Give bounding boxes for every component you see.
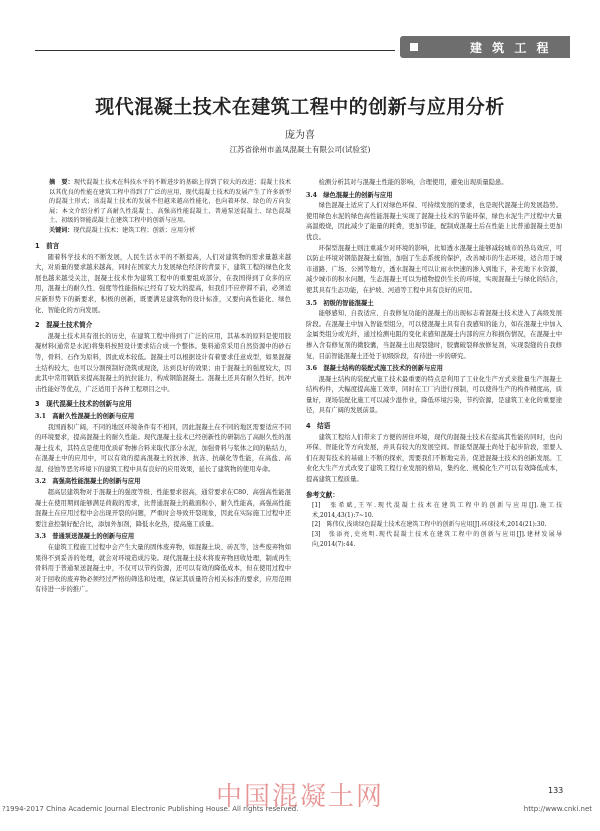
section-heading: 2 混凝土技术简介 xyxy=(35,321,93,330)
left-column xyxy=(35,178,291,596)
author-name: 庞为喜 xyxy=(285,130,315,141)
body-paragraph: 超高层建筑物对于混凝土的强度等级、性能要求很高，通常要求在C80、高强高性能混凝土在使用期间能够满足荷载的需求，比普通混凝土的截面积小，耐久性能高，高强高性能混凝土在应用过程中会出现开裂的问题，严重时会导致开裂现象，因此在实际施工过程中还要注意控制好配合比，添加外加剂，降低水化热，提高施工质量。 xyxy=(35,489,291,528)
page-number: 133 xyxy=(548,786,564,795)
body-paragraph: 随着科学技术的不断发展，人民生活水平的不断提高，人们对建筑物的需求量越来越大，对质量的要求越来越高，同时在国家大力发展绿色经济的背景下，建筑工程的绿色化发展也越来越受关注，混凝土技术作为建筑工程中的重要组成部分，在我国得到了众多的应用，混凝土的耐久性、强度等性能指标已经有了较大的提高，但我们不应停滞不前，必须适应新形势下的新要求，积极的创新，既要满足建筑物的设计标准，又要向高性能化、绿色化、智能化的方向发展。 xyxy=(35,253,291,314)
paper-title: 现代混凝土技术在建筑工程中的创新与应用分析 xyxy=(95,96,505,118)
section-label: 建 筑 工 程 xyxy=(470,41,552,55)
reference-item: [2] 陈伟仪,浅谈绿色混凝土技术在建筑工程中的创新与应用[J].环球技术,2014(21):30. xyxy=(312,521,547,529)
subsection-heading: 3.3 普通泵送混凝土的创新与应用 xyxy=(35,533,135,541)
body-paragraph: 我国面积广阔，不同的地区环境条件有不相同，因此混凝土在不同的地区需要适应不同的环境要求，提高混凝土的耐久性能。现代混凝土技术已经创新性的研制出了高耐久性的混凝土技术，其特点是使用优质矿物掺合料来取代部分水泥，加强骨料与浆体之间的粘结力，在混凝土中的应用中，可以有效的提高混凝土的抗渗、抗冻、抗碳化等性能，在高盐、高湿、侵蚀等恶劣环境下的建筑工程中具有良好的应用效果，延长了建筑物的使用寿命。 xyxy=(35,423,291,473)
left-body xyxy=(35,241,291,596)
section-banner xyxy=(400,36,570,58)
watermark: 中国混凝土网 xyxy=(215,782,384,812)
keywords xyxy=(35,226,291,236)
subsection-heading: 3.2 高强高性能混凝土的创新与应用 xyxy=(35,478,141,486)
abstract-text: 现代混凝土技术在科技水平的不断进步的基础上得到了较大的改进；混凝土技术以其优良的性能在建筑工程中得到了广泛的应用，现代混凝土技术的发展产生了许多新型的混凝土形式；该混凝土技术的发展不但越来越高性能化，也向着环保、绿色的方向发展；本文介绍分析了高耐久性混凝土、高强高性能混凝土、普通泵送混凝土、绿色混凝土、初级的智能混凝土在建筑工程中的创新与应用。 xyxy=(49,179,292,224)
abstract xyxy=(35,178,291,226)
body-paragraph: 混凝土技术具有很长的历史，在建筑工程中得到了广泛的应用，其基本的原料是使用胶凝材料(通常是水泥)将集料按照设计要求结合成一个整体。集料通常采用自然资源中的砂石等，骨料、石作为原料，因此成本较低。混凝土可以根据设计有着要求任意成型，如果混凝土结构较大，也可以分割预制好浇筑或现浇，达到良好的效果；由于混凝土的强度较大，因此其中常用钢筋来提高混凝土的抗拉能力，构成钢筋混凝土。混凝土还具有耐久性好，抗冲击性能好等优点，广泛适用于各种工程项目之中。 xyxy=(35,332,291,393)
section-heading: 4 结语 xyxy=(306,422,331,431)
body-paragraph: 建筑工程给人们带来了方便的居住环境，现代的混凝土技术在提高其性能的同时，也向环保、智能化等方向发展，并具有较大的发展空间。智能型混凝土尚处于起步阶段，需要人们在现有技术的基础上不断的探索，需要我们不断地完善，促进混凝土技术的创新发展。工业化大生产方式改变了建筑工程行业发展的格局，集约化、规模化生产可以有效降低成本，提高建筑工程质量。 xyxy=(306,433,562,484)
reference-item: [1] 张希斌,王军.现代混凝土技术在建筑工程中的创新与应用[J].施工技术,2014,43(1):7~10. xyxy=(312,502,562,519)
affiliation: 江苏省徐州市盖凤混凝土有限公司(试验室) xyxy=(229,145,371,154)
abstract-label: 摘 要： xyxy=(49,179,74,186)
right-column xyxy=(306,178,562,549)
subsection-heading: 3.5 初级的智能混凝土 xyxy=(306,299,374,307)
reference-item: [3] 张添亮,史亮明.现代混凝土技术在建筑工程中的创新与应用[J].建材发展导向,2014(7):44. xyxy=(312,531,562,548)
subsection-heading: 3.4 绿色混凝土的创新与应用 xyxy=(306,191,393,199)
keywords-text: 现代混凝土技术；建筑工程；创新；应用分析 xyxy=(73,226,196,234)
body-paragraph: 绿色混凝土适应了人们对绿色环保、可持续发展的要求，也是现代混凝土的发展趋势。使用绿色水泥的绿色高性能混凝土实现了混凝土技术的节能环保，绿色水泥生产过程中大量高温煅烧，因此减少了能量的耗费，更加节能，配制成混凝土后在性能上比普通混凝土更加优良。 xyxy=(306,202,562,241)
footer-copyright: ?1994-2017 China Academic Journal Electronic Publishing House. All rights reserved. xyxy=(2,805,299,813)
body-paragraph: 能够感知、自我适应、自我修复功能的混凝土的出现标志着混凝土技术进入了高级发展阶段。在混凝土中加入智能型组分，可以使混凝土具有自我感知的能力，如在混凝土中加入金属类组分或光纤，通过检测电阻的变化来感知混凝土内部的应力和损伤情况，在混凝土中掺入含有修复剂的微胶囊，当混凝土出现裂缝时，胶囊破裂释放修复剂，实现裂缝的自我修复，目前智能混凝土还处于初级阶段，有待进一步的研究。 xyxy=(306,310,562,360)
keywords-label: 关键词： xyxy=(49,226,74,234)
right-body xyxy=(306,178,562,549)
section-heading: 参考文献： xyxy=(306,490,339,499)
body-paragraph: 混凝土结构的装配式施工技术最重要的特点是利用了工业化生产方式来批量生产混凝土结构构件，大幅度提高施工效率，同时在工厂内进行预制，可以使得生产的构件精度高，质量好，现场装配化施工可以减少湿作业，降低环境污染，节约资源，是建筑工业化的重要途径，具有广阔的发展前景。 xyxy=(306,375,562,415)
body-paragraph: 在建筑工程施工过程中会产生大量的固体废弃物，如混凝土块、砖瓦等，这些废弃物如果得不到妥善的处理，就会对环境造成污染。现代混凝土技术将废弃物回收处理，制成再生骨料用于普通泵送混凝土中，不仅可以节约资源，还可以有效的降低成本，但在使用过程中对于回收的废弃物必须经过严格的筛选和处理，保证其质量符合相关标准的要求，应用范围有待进一步的推广。 xyxy=(35,544,291,594)
body-paragraph: 检测分析其对与混凝土性能的影响，合理使用，避免出现质量隐患。 xyxy=(318,179,508,186)
section-heading: 1 前言 xyxy=(35,242,60,250)
banner-square-icon xyxy=(410,43,418,51)
subsection-heading: 3.6 混凝土结构的装配式施工技术的创新与应用 xyxy=(306,365,443,373)
section-heading: 3 现代混凝土技术的创新与应用 xyxy=(35,400,132,409)
footer xyxy=(0,805,600,817)
subsection-heading: 3.1 高耐久性混凝土的创新与应用 xyxy=(35,412,135,420)
header-rule xyxy=(35,50,395,51)
body-paragraph: 环保型混凝土则注重减少对环境的影响，比如透水混凝土能够减轻城市的热岛效应，可以防止环境对钢筋混凝土腐蚀，加强了生态系统的保护，改善城市的生态环境，适合用于城市道路、广场、公园等地方，透水混凝土可以让雨水快速的渗入到地下，补充地下水资源，减少城市的积水问题，生态混凝土可以为植物提供生长的环境，实现混凝土与绿化的结合，使其具有生态功能，在护坡、河道等工程中具有良好的应用。 xyxy=(306,244,562,294)
footer-url[interactable]: http://www.cnki.net xyxy=(523,805,592,813)
